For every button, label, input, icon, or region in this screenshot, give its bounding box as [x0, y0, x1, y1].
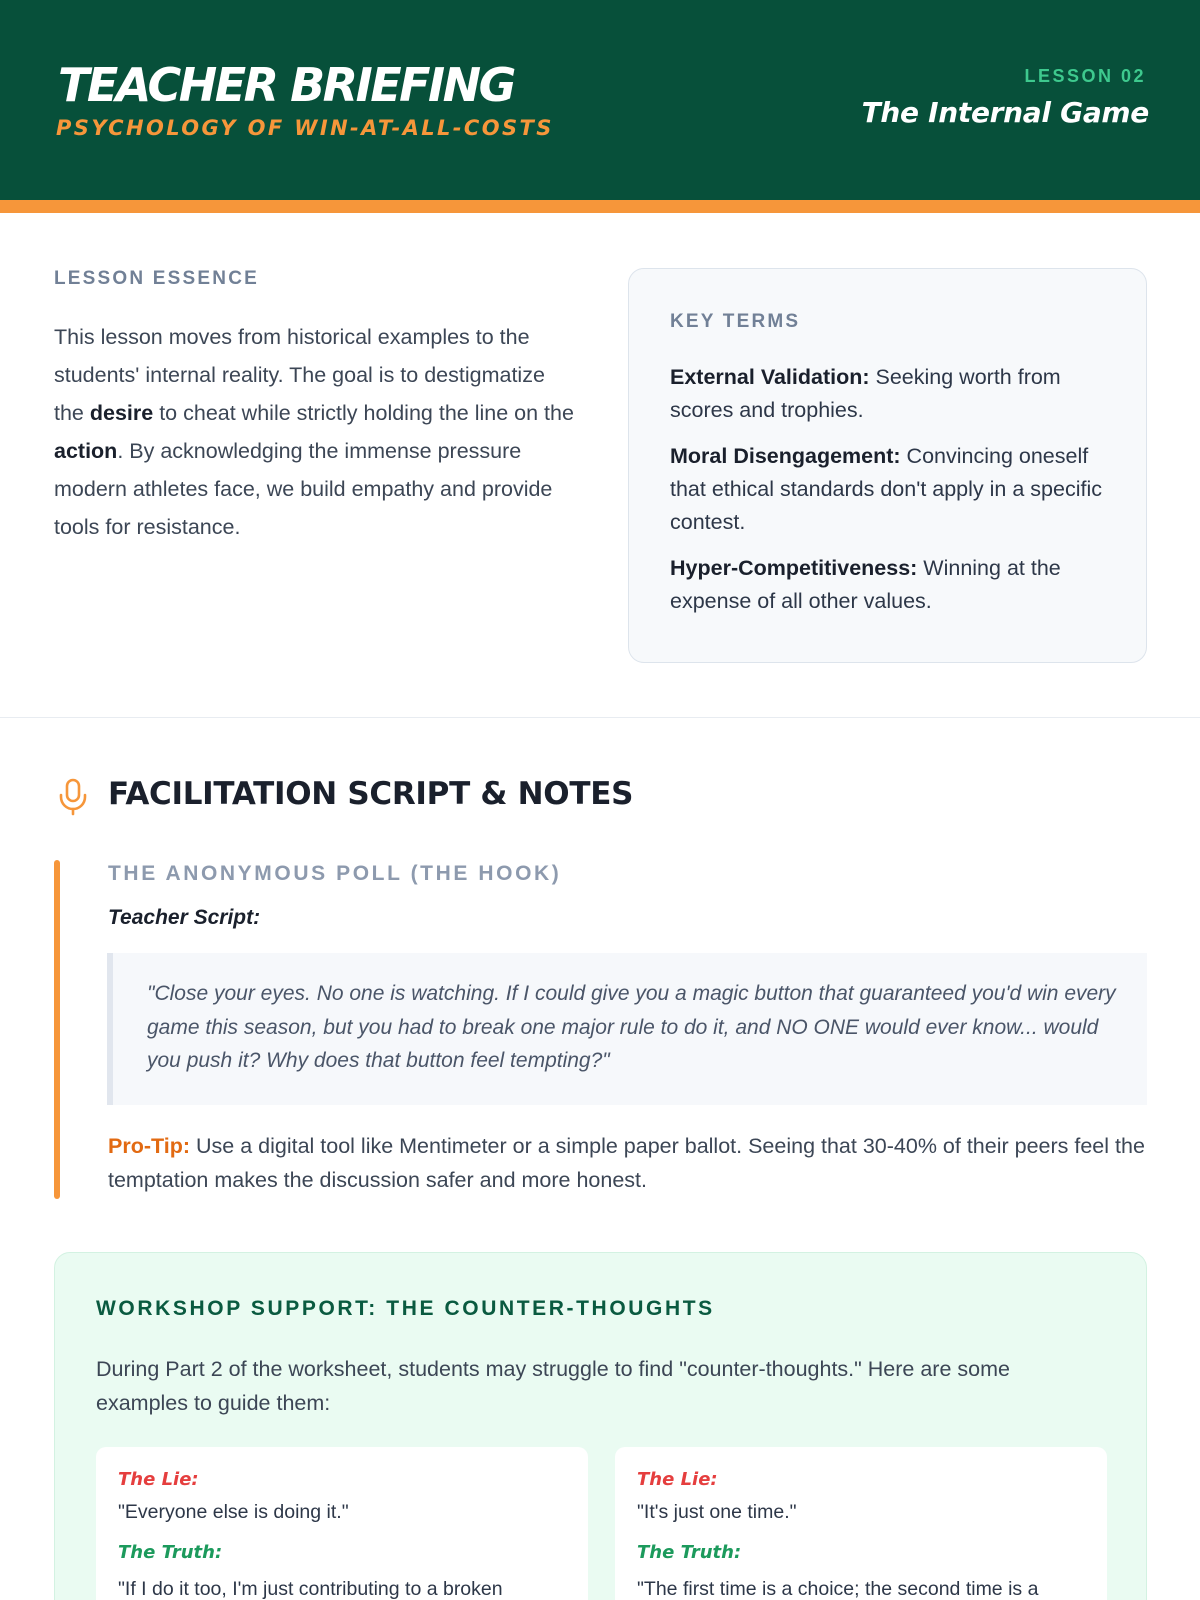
poll-heading: THE ANONYMOUS POLL (THE HOOK) — [108, 862, 562, 885]
key-term-definition: Convincing oneself that ethical standards don't apply in a specific contest. — [670, 444, 1102, 534]
key-term-item — [670, 361, 1115, 427]
workshop-intro: During Part 2 of the worksheet, students may struggle to find "counter-thoughts." Here are some examples to guide them: — [96, 1357, 1010, 1415]
key-terms-card — [628, 268, 1147, 663]
lie-text: "It's just one time." — [637, 1501, 797, 1523]
pro-tip-text: Use a digital tool like Mentimeter or a simple paper ballot. Seeing that 30-40% of their peers feel the temptation makes the discussion safer and more honest. — [108, 1134, 1145, 1192]
pro-tip — [108, 1130, 1148, 1197]
header-title: TEACHER BRIEFING — [58, 58, 514, 112]
counter-thought-card — [96, 1447, 588, 1600]
key-term-definition: Seeking worth from scores and trophies. — [670, 365, 1061, 422]
microphone-icon — [58, 778, 88, 816]
lie-label: The Lie: — [118, 1469, 199, 1490]
page-header — [0, 0, 1200, 200]
key-term-item — [670, 552, 1115, 618]
essence-text-part: This lesson moves from historical examples to the students' internal reality. The goal is to destigmatize the — [54, 325, 545, 425]
header-subtitle: PSYCHOLOGY OF WIN-AT-ALL-COSTS — [56, 116, 554, 140]
truth-text: "The first time is a choice; the second time is a — [637, 1578, 1039, 1600]
teacher-script-label: Teacher Script: — [108, 906, 261, 929]
facilitation-title: FACILITATION SCRIPT & NOTES — [108, 776, 634, 812]
truth-text: "If I do it too, I'm just contributing to a broken — [118, 1578, 503, 1600]
header-accent-stripe — [0, 200, 1200, 213]
essence-text-part: to cheat while strictly holding the line on the — [153, 401, 574, 425]
lesson-name: The Internal Game — [861, 96, 1149, 129]
essence-emphasis-action: action — [54, 439, 118, 463]
section-divider — [0, 717, 1200, 718]
key-term-item — [670, 440, 1115, 539]
quote-text: "Close your eyes. No one is watching. If I could give you a magic button that guaranteed you'd win every game this season, but you had to break one major rule to do it, and NO ONE would ever know... would you push it? Why does that button feel tempting?" — [147, 982, 1116, 1072]
key-term-name: Hyper-Competitiveness: — [670, 556, 918, 580]
truth-label: The Truth: — [118, 1542, 223, 1563]
key-terms-list — [670, 361, 1115, 631]
lesson-number: LESSON 02 — [1024, 66, 1146, 86]
poll-accent-bar — [54, 860, 60, 1199]
key-term-definition: Winning at the expense of all other values. — [670, 556, 1061, 613]
workshop-heading: WORKSHOP SUPPORT: THE COUNTER-THOUGHTS — [96, 1297, 715, 1320]
essence-emphasis-desire: desire — [89, 401, 154, 425]
pro-tip-label: Pro-Tip: — [108, 1134, 191, 1158]
teacher-script-quote — [107, 953, 1147, 1105]
key-terms-heading: KEY TERMS — [670, 311, 801, 332]
lesson-essence-text — [54, 318, 574, 546]
counter-thought-card — [615, 1447, 1107, 1600]
workshop-support-card — [54, 1252, 1147, 1600]
lesson-essence-heading: LESSON ESSENCE — [54, 268, 260, 289]
lie-text: "Everyone else is doing it." — [118, 1501, 349, 1523]
lie-label: The Lie: — [637, 1469, 718, 1490]
truth-label: The Truth: — [637, 1542, 742, 1563]
key-term-name: Moral Disengagement: — [670, 444, 901, 468]
essence-text-part: . By acknowledging the immense pressure modern athletes face, we build empathy and provide tools for resistance. — [54, 439, 553, 539]
key-term-name: External Validation: — [670, 365, 870, 389]
